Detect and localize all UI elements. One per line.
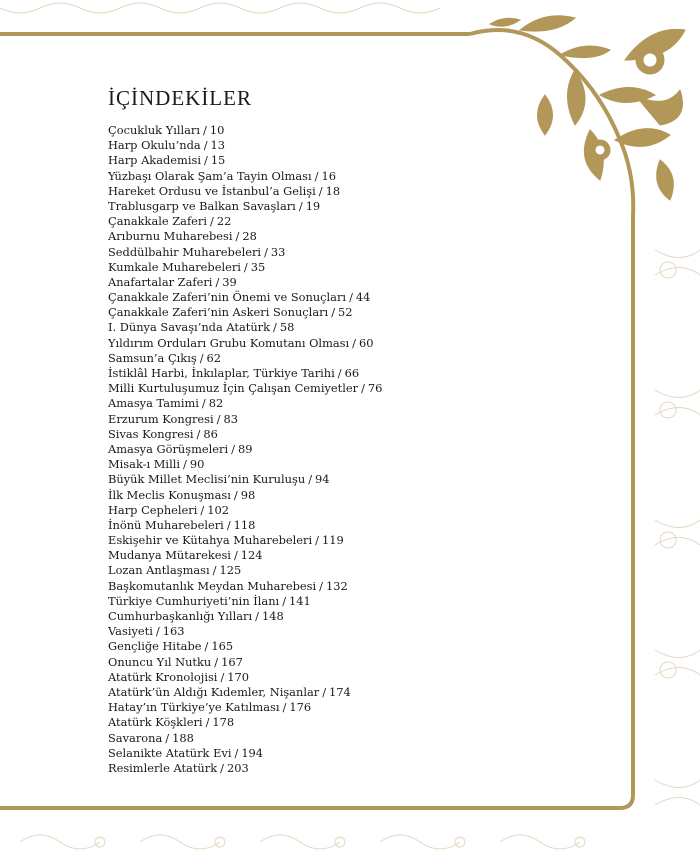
toc-entry-page: 124 (240, 548, 263, 563)
toc-separator: / (183, 457, 187, 472)
toc-entry-page: 165 (211, 639, 234, 654)
toc-entry-page: 82 (208, 396, 224, 411)
toc-separator: / (216, 411, 221, 426)
toc-entry-title: Gençliğe Hitabe (108, 639, 202, 654)
toc-entry-page: 98 (240, 487, 256, 502)
toc-entry-page: 35 (250, 259, 266, 274)
toc-entry (108, 169, 382, 184)
toc-entry-page: 15 (210, 153, 226, 168)
table-of-contents (108, 123, 382, 776)
toc-entry-page: 58 (279, 320, 295, 335)
toc-separator: / (235, 229, 240, 244)
toc-separator: / (199, 350, 204, 365)
toc-entry-title: Lozan Antlaşması (108, 563, 210, 578)
toc-entry (108, 655, 382, 670)
toc-separator: / (318, 183, 323, 198)
toc-entry-page: 203 (226, 760, 249, 775)
toc-entry (108, 624, 382, 639)
toc-entry-title: Anafartalar Zaferi (108, 274, 213, 289)
toc-entry-title: Hatay’ın Türkiye’ye Katılması (108, 700, 280, 715)
toc-entry-title: Harp Okulu’nda (108, 138, 201, 153)
toc-separator: / (201, 396, 206, 411)
toc-entry-page: 125 (219, 563, 242, 578)
toc-entry-title: Atatürk Kronolojisi (108, 669, 218, 684)
toc-separator: / (319, 578, 323, 593)
toc-separator: / (203, 123, 207, 137)
toc-entry-page: 132 (325, 578, 348, 593)
toc-separator: / (273, 320, 277, 335)
page-title: İÇİNDEKİLER (108, 86, 252, 110)
toc-entry-title: Yüzbaşı Olarak Şam’a Tayin Olması (108, 168, 312, 183)
toc-entry-page: 62 (206, 350, 222, 365)
toc-entry-page: 118 (233, 517, 256, 532)
toc-entry-title: Sivas Kongresi (108, 426, 194, 441)
toc-entry-title: Yıldırım Orduları Grubu Komutanı Olması (108, 335, 350, 350)
toc-entry-title: Samsun’a Çıkış (108, 350, 197, 365)
toc-entry (108, 396, 382, 411)
toc-entry (108, 214, 382, 229)
toc-entry (108, 336, 382, 351)
toc-entry (108, 457, 382, 472)
toc-entry (108, 503, 382, 518)
toc-entry-page: 76 (367, 381, 383, 396)
toc-separator: / (203, 138, 208, 153)
toc-entry-title: İlk Meclis Konuşması (108, 487, 231, 502)
toc-entry-title: Milli Kurtuluşumuz İçin Çalışan Cemiyetler (108, 381, 359, 396)
toc-entry (108, 275, 382, 290)
toc-entry-page: 52 (338, 305, 353, 320)
toc-separator: / (234, 745, 239, 760)
toc-entry-title: Harp Akademisi (108, 153, 201, 168)
toc-entry (108, 412, 382, 427)
toc-entry (108, 229, 382, 244)
toc-entry (108, 442, 382, 457)
toc-entry-page: 170 (227, 669, 250, 684)
toc-separator: / (226, 517, 231, 532)
toc-separator: / (165, 730, 170, 745)
toc-entry (108, 579, 382, 594)
toc-entry-title: Onuncu Yıl Nutku (108, 654, 212, 669)
toc-entry-title: Çocukluk Yılları (108, 123, 201, 137)
toc-entry-page: 102 (207, 502, 229, 517)
toc-entry-title: Trablusgarp ve Balkan Savaşları (108, 198, 296, 213)
toc-entry (108, 320, 382, 335)
toc-entry-title: Türkiye Cumhuriyeti’nin İlanı (108, 593, 280, 608)
corner-floral-ornament-icon (470, 16, 685, 215)
toc-separator: / (315, 533, 319, 548)
toc-entry-page: 174 (329, 684, 351, 699)
toc-entry (108, 488, 382, 503)
toc-entry-title: İstiklâl Harbi, İnkılaplar, Türkiye Tarihi (108, 366, 335, 380)
toc-entry-page: 188 (172, 730, 194, 745)
toc-entry (108, 366, 382, 381)
toc-entry-title: Harp Cepheleri (108, 502, 198, 517)
toc-entry-title: Amasya Tamimi (108, 396, 199, 411)
toc-entry-page: 89 (237, 441, 253, 456)
toc-entry-title: Amasya Görüşmeleri (108, 441, 229, 456)
toc-entry-title: Selanikte Atatürk Evi (108, 745, 232, 760)
toc-entry-page: 119 (321, 533, 344, 548)
toc-entry-page: 18 (325, 183, 341, 198)
toc-entry-page: 28 (242, 229, 257, 244)
toc-entry-title: Çanakkale Zaferi’nin Önemi ve Sonuçları (108, 290, 347, 305)
toc-entry-page: 83 (223, 411, 239, 426)
toc-entry-title: Çanakkale Zaferi’nin Askeri Sonuçları (108, 305, 329, 320)
toc-separator: / (349, 290, 353, 305)
toc-separator: / (337, 366, 342, 380)
toc-entry-page: 148 (261, 609, 284, 623)
toc-separator: / (352, 335, 357, 350)
toc-entry (108, 670, 382, 685)
toc-entry-page: 44 (355, 290, 371, 305)
toc-separator: / (203, 153, 208, 168)
toc-entry (108, 199, 382, 214)
toc-entry (108, 700, 382, 715)
toc-separator: / (282, 700, 287, 715)
toc-entry-page: 94 (315, 472, 330, 487)
toc-entry-page: 60 (359, 335, 374, 350)
toc-separator: / (200, 502, 205, 517)
toc-separator: / (205, 715, 210, 730)
toc-entry-page: 33 (270, 244, 286, 259)
toc-separator: / (220, 760, 224, 775)
toc-separator: / (233, 487, 238, 502)
toc-entry-title: Misak-ı Milli (108, 457, 180, 472)
toc-separator: / (255, 609, 259, 623)
toc-separator: / (231, 441, 235, 456)
toc-entry-title: Kumkale Muharebeleri (108, 259, 241, 274)
toc-entry (108, 138, 382, 153)
toc-entry (108, 381, 382, 396)
toc-entry-page: 22 (216, 214, 232, 229)
toc-entry (108, 351, 382, 366)
toc-entry-page: 66 (344, 366, 360, 380)
toc-entry-title: Eskişehir ve Kütahya Muharebeleri (108, 533, 313, 548)
toc-entry-title: Büyük Millet Meclisi’nin Kuruluşu (108, 472, 306, 487)
toc-entry-page: 16 (321, 168, 336, 183)
toc-separator: / (233, 548, 238, 563)
toc-entry-title: Çanakkale Zaferi (108, 214, 207, 229)
toc-entry (108, 123, 382, 138)
toc-separator: / (314, 168, 319, 183)
toc-separator: / (264, 244, 268, 259)
toc-entry-title: Atatürk’ün Aldığı Kıdemler, Nişanlar (108, 684, 320, 699)
toc-separator: / (298, 198, 303, 213)
toc-entry-page: 39 (222, 274, 237, 289)
toc-separator: / (220, 669, 225, 684)
toc-separator: / (243, 259, 248, 274)
toc-separator: / (215, 274, 220, 289)
toc-entry (108, 184, 382, 199)
toc-entry (108, 685, 382, 700)
toc-separator: / (214, 654, 219, 669)
toc-entry-page: 90 (189, 457, 205, 472)
toc-separator: / (282, 593, 287, 608)
toc-entry (108, 518, 382, 533)
toc-separator: / (209, 214, 214, 229)
toc-entry-page: 163 (162, 624, 185, 639)
toc-entry-page: 167 (221, 654, 243, 669)
toc-entry-page: 19 (305, 198, 321, 213)
toc-entry-page: 141 (289, 593, 311, 608)
toc-separator: / (155, 624, 160, 639)
toc-separator: / (308, 472, 313, 487)
toc-entry (108, 548, 382, 563)
toc-entry-page: 10 (209, 123, 225, 137)
toc-entry (108, 731, 382, 746)
toc-entry-page: 86 (203, 426, 218, 441)
toc-entry-page: 13 (210, 138, 226, 153)
toc-entry (108, 245, 382, 260)
toc-entry (108, 746, 382, 761)
toc-entry (108, 533, 382, 548)
toc-entry-title: Mudanya Mütarekesi (108, 548, 231, 563)
toc-entry (108, 761, 382, 776)
toc-entry (108, 153, 382, 168)
toc-separator: / (204, 639, 209, 654)
toc-entry (108, 639, 382, 654)
toc-separator: / (331, 305, 336, 320)
toc-entry-title: Vasiyeti (108, 624, 153, 639)
toc-entry (108, 427, 382, 442)
toc-entry-title: Cumhurbaşkanlığı Yılları (108, 609, 253, 623)
toc-entry (108, 563, 382, 578)
toc-entry-title: I. Dünya Savaşı’nda Atatürk (108, 320, 271, 335)
toc-entry (108, 290, 382, 305)
toc-entry-page: 178 (212, 715, 235, 730)
toc-entry-title: Erzurum Kongresi (108, 411, 214, 426)
toc-entry-page: 176 (289, 700, 312, 715)
toc-entry (108, 609, 382, 624)
toc-entry (108, 594, 382, 609)
toc-entry (108, 305, 382, 320)
toc-entry-title: Arıburnu Muharebesi (108, 229, 233, 244)
toc-entry (108, 715, 382, 730)
toc-entry (108, 472, 382, 487)
toc-entry-title: Atatürk Köşkleri (108, 715, 203, 730)
toc-entry-title: Hareket Ordusu ve İstanbul’a Gelişi (108, 183, 316, 198)
toc-entry-page: 194 (241, 745, 264, 760)
toc-entry-title: İnönü Muharebeleri (108, 517, 224, 532)
toc-entry (108, 260, 382, 275)
toc-separator: / (361, 381, 365, 396)
toc-entry-title: Resimlerle Atatürk (108, 760, 218, 775)
toc-entry-title: Savarona (108, 730, 163, 745)
toc-separator: / (196, 426, 201, 441)
toc-entry-title: Başkomutanlık Meydan Muharebesi (108, 578, 317, 593)
toc-separator: / (322, 684, 327, 699)
toc-separator: / (212, 563, 217, 578)
toc-entry-title: Seddülbahir Muharebeleri (108, 244, 262, 259)
